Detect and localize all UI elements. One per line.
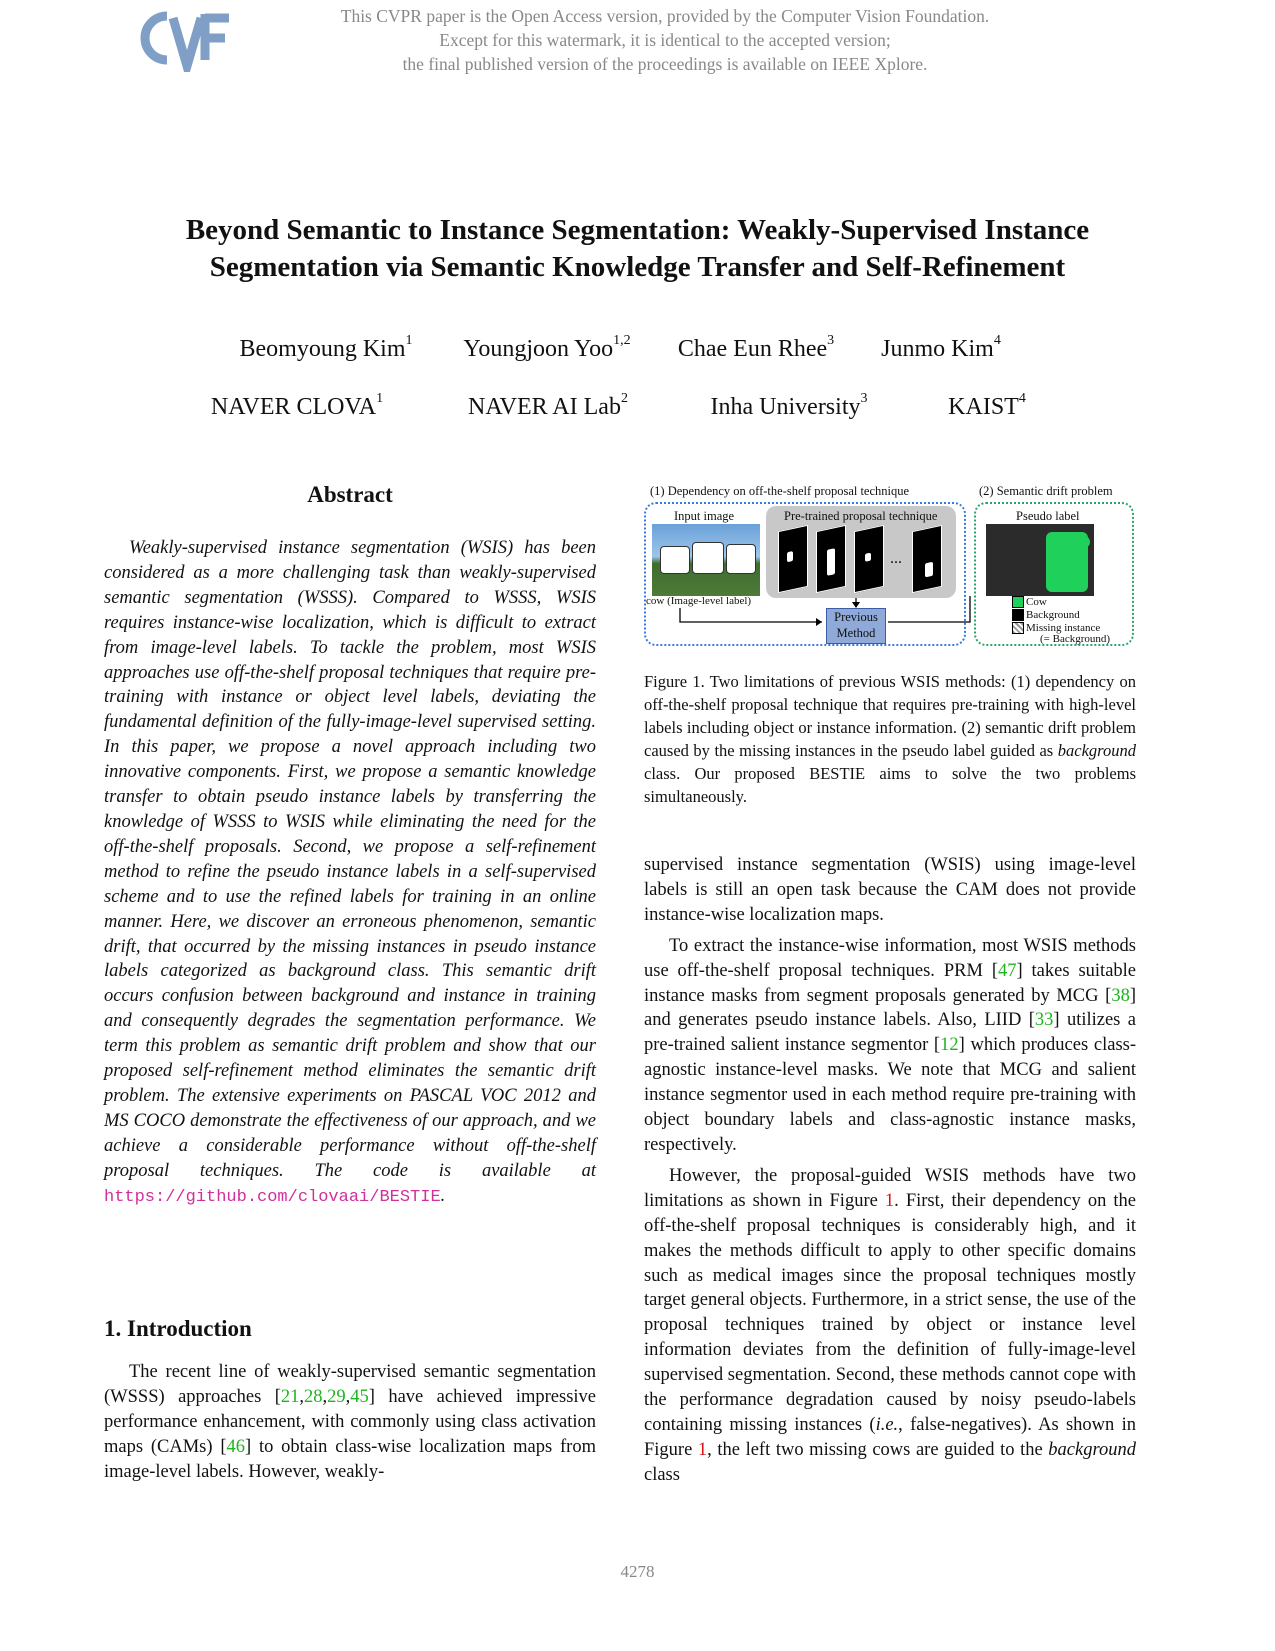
cvf-logo [137, 8, 233, 72]
intro-text: ] have achieved impressive performance enhancement, with commonly using class activation maps (CAMs) [ [104, 1386, 596, 1457]
citation-link[interactable]: 29 [327, 1386, 346, 1407]
citation-link[interactable]: 46 [226, 1436, 245, 1457]
citation-link[interactable]: 28 [304, 1386, 323, 1407]
citation-link[interactable]: 47 [997, 960, 1017, 981]
intro-heading: 1. Introduction [104, 1316, 252, 1341]
watermark-line-3: the final published version of the proceedings is available on IEEE Xplore. [402, 54, 928, 74]
author: Chae Eun Rhee$^3$ [677, 333, 835, 362]
affiliation: NAVER AI Lab$^2$ [468, 391, 628, 420]
figure-caption: Figure 1. Two limitations of previous WSIS methods: (1) dependency on off-the-shelf proposal technique that requires pre-training with high-level labels including object or instance information. (2) semantic drift problem caused by the missing instances in the pseudo label guided as background class. Our proposed BESTIE aims to solve the two problems simultaneously. [644, 672, 1136, 806]
citation-link[interactable]: 21 [280, 1386, 300, 1407]
legend-missing-note: (= Background) [1040, 633, 1111, 645]
intro-text: The recent line of weakly-supervised semantic segmentation (WSSS) approaches [ [104, 1362, 596, 1407]
ellipsis: ... [890, 550, 902, 567]
author: Beomyoung Kim$^1$ [239, 333, 413, 362]
input-image-label: Input image [674, 509, 735, 523]
watermark-line-2: Except for this watermark, it is identical to the accepted version; [439, 30, 891, 50]
figure-label-1: (1) Dependency on off-the-shelf proposal technique [650, 484, 910, 498]
previous-method-box [826, 608, 886, 644]
paragraph: However, the proposal-guided WSIS methods have two limitations as shown in Figure 1. First, their dependency on the off-the-shelf proposal techniques is considerably high, and it makes the methods difficult to apply to other specific domains such as medical images since the proposal techniques mostly target general objects. Furthermore, in a strict sense, the use of the proposal techniques trained by object or instance level information deviates from the definition of fully-image-level supervised segmentation. Second, these methods cannot cope with the performance degradation caused by noisy pseudo-labels containing missing instances (i.e., false-negatives). As shown in Figure 1, the left two missing cows are guided to the background class [644, 1165, 1136, 1485]
pretrained-label: Pre-trained proposal technique [784, 509, 938, 523]
figure-ref-link[interactable]: 1 [884, 1190, 895, 1211]
method-label: Method [836, 626, 876, 640]
abstract-heading: Abstract [307, 482, 393, 507]
figure-ref-link[interactable]: 1 [697, 1439, 708, 1460]
figure-label-2: (2) Semantic drift problem [979, 484, 1113, 498]
abstract-text: Weakly-supervised instance segmentation (WSIS) has been considered as a more challenging task than weakly-supervised semantic segmentation (WSSS). Compared to WSSS, WSIS requires instance-wise localization, which is difficult to extract from image-level labels. To tackle the problem, most WSIS approaches use off-the-shelf proposal techniques that require pre-training with instance or object level labels, deviating the fundamental definition of the fully-image-level supervised setting. In this paper, we propose a novel approach including two innovative components. First, we propose a semantic knowledge transfer to obtain pseudo instance labels by transferring the knowledge of WSSS to WSIS while eliminating the need for the off-the-shelf proposals. Second, we propose a self-refinement method to refine the pseudo instance labels in a self-supervised scheme and to use the refined labels for training in an online manner. Here, we discover an erroneous phenomenon, semantic drift, that occurred by the missing instances in pseudo instance labels categorized as background class. This semantic drift occurs confusion between background and instance in training and consequently degrades the segmentation performance. We term this problem as semantic drift problem and show that our proposed self-refinement method eliminates the semantic drift problem. The extensive experiments on PASCAL VOC 2012 and MS COCO demonstrate the effectiveness of our approach, and we achieve a considerable performance without off-the-shelf proposal techniques. The code is available at [104, 538, 596, 1181]
affiliation: NAVER CLOVA$^1$ [210, 391, 384, 420]
code-link[interactable]: https://github.com/clovaai/BESTIE [104, 1187, 441, 1207]
cow-label: cow (Image-level label) [646, 595, 752, 607]
intro-text: ] to obtain class-wise localization maps from image-level labels. However, weakly- [104, 1436, 596, 1482]
title-line-1: Beyond Semantic to Instance Segmentation: Weakly-Supervised Instance [185, 214, 1090, 246]
right-column-body [644, 853, 1136, 1488]
citation-link[interactable]: 45 [350, 1386, 369, 1407]
legend-cow: Cow [1012, 596, 1047, 608]
paragraph: supervised instance segmentation (WSIS) using image-level labels is still an open task because the CAM does not provide instance-wise localization maps. [644, 855, 1136, 925]
pseudo-label-title: Pseudo label [1016, 509, 1080, 523]
affiliation: Inha University$^3$ [710, 391, 868, 420]
previous-label: Previous [834, 610, 878, 624]
page-number: 4278 [620, 1562, 655, 1581]
watermark-line-1: This CVPR paper is the Open Access version, provided by the Computer Vision Foundation. [340, 6, 990, 26]
paragraph: To extract the instance-wise information, most WSIS methods use off-the-shelf proposal techniques. PRM [47] takes suitable instance masks from segment proposals generated by MCG [38] and generates pseudo instance labels. Also, LIID [33] utilizes a pre-trained salient instance segmentor [12] which produces class-agnostic instance-level masks. We note that MCG and salient instance segmentor used in each method require pre-training with object boundary labels and class-agnostic instance masks, respectively. [644, 935, 1137, 1155]
legend-missing: Missing instance [1012, 622, 1100, 634]
title-line-2: Segmentation via Semantic Knowledge Transfer and Self-Refinement [209, 251, 1066, 283]
author: Youngjoon Yoo$^{1,2}$ [463, 333, 631, 362]
citation-link[interactable]: 33 [1034, 1010, 1054, 1031]
citation-link[interactable]: 38 [1111, 985, 1130, 1006]
author: Junmo Kim$^4$ [881, 333, 1001, 362]
citation-link[interactable]: 12 [940, 1035, 959, 1056]
legend-background: Background [1012, 609, 1080, 621]
affiliation: KAIST$^4$ [948, 391, 1026, 420]
abstract-end: . [440, 1185, 446, 1206]
intro-body: The recent line of weakly-supervised semantic segmentation (WSSS) approaches [21,28,29,45] have achieved impressive performance enhancement, with commonly using class activation maps (CAMs) [46] to obtain class-wise localization maps from image-level labels. However, weakly- [104, 1362, 596, 1482]
abstract-body [104, 536, 596, 1210]
watermark [300, 4, 1030, 76]
paper-title [100, 212, 1175, 286]
figure-1 [640, 478, 1140, 658]
